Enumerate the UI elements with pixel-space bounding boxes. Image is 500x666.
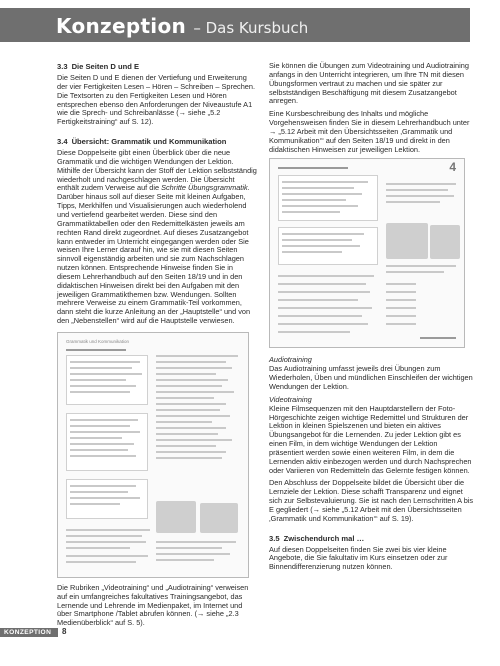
- section-heading-3-5: [269, 534, 474, 543]
- left-column: [57, 62, 257, 632]
- page-title: [56, 14, 308, 38]
- paragraph: Kleine Filmsequenzen mit den Hauptdarstellern der Foto-Hörgeschichte zeigen wichtige Redemittel und Strukturen der Lektion in kleinen Spielszenen und bieten ein aktives Übungsangebot für die Lernenden. Zu jeder Lektion gibt es einen Film, in dem wichtige Wendungen der Lektion präsentiert werden sowie einen weiteren Film, in dem die Lernenden aktiv einbezogen werden und durch Nachsprechen oder Variieren von Redemitteln das Gelernte festigen können.: [269, 403, 472, 475]
- thumbnail-caption: Grammatik und Kommunikation: [66, 338, 130, 344]
- paragraph: Die Seiten D und E dienen der Vertiefung und Erweiterung der vier Fertigkeiten Lesen – Hören – Schreiben – Sprechen. Die Textsorten zu den Fertigkeiten Lesen und Hören entsprechen ebenso den Anforderungen der Niveaustufe A1 wie die Sprech- und Schreibanlässe (→ siehe „5.2 Fertigkeitstraining“ auf S. 12).: [57, 73, 255, 127]
- section-number: 3.5: [269, 533, 280, 543]
- paragraph: Darüber hinaus soll auf dieser Seite mit kleinen Aufgaben, Tipps, Merkhilfen und Visualisierungen auch wiederholend und vertiefend gearbeitet werden. Diese sind den Grammatiktabellen oder den Redemittelkästen jeweils am rechten Rand direkt zugeordnet. Auf dieses Zusatzangebot kann entweder im Unterricht eingegangen werden oder Sie weisen Ihre Lerner darauf hin, wie sie mit diesen Seiten sinnvoll eigenständig arbeiten und sie zum Nachschlagen nutzen können. Entsprechende Hinweise finden Sie in diesem Lehrerhandbuch auf den Seiten 18/19 und in den didaktischen Hinweisen direkt bei den Aufgaben mit den jeweiligen Grammatikthemen bzw. Wendungen. Sollten mehrere Verweise zu einem Grammatik-Teil vorkommen, dann steht die kurze Anleitung an der „Hauptstelle“ und von den „Nebenstellen“ wird auf die Hauptstelle verwiesen.: [57, 192, 251, 326]
- italic-subheading: Videotraining: [269, 394, 312, 404]
- section-title: Übersicht: Grammatik und Kommunikation: [71, 137, 227, 147]
- page-thumbnail-kommunikation: [269, 158, 465, 348]
- section-title: Zwischendurch mal …: [283, 533, 365, 543]
- thumbnail-lesson-number: 4: [449, 160, 456, 175]
- thumbnail-photo: [386, 223, 428, 259]
- section-heading-3-3: [57, 62, 257, 71]
- paragraph: Die Rubriken „Videotraining“ und „Audiotraining“ verweisen auf ein umfangreiches fakultatives Trainingsangebot, das Lernende und Lehrende im Medienpaket, im Internet und über Smartphone /Tablet abrufen können. (→ siehe „2.3 Medienüberblick“ auf S. 5).: [57, 582, 249, 628]
- paragraph: [57, 149, 257, 193]
- text-run: Diese Doppelseite gibt einen Überblick über die neue Grammatik und die wichtigen Wendungen der Lektion. Mithilfe der Übersicht kann der Stoff der Lektion selbstständig wiederholt und nachgeschlagen werden. Die Übersicht enthält zudem Verweise auf die: [57, 148, 257, 193]
- header-title-main: Konzeption: [56, 14, 187, 38]
- italic-text-run: Schritte Übungsgrammatik: [161, 183, 248, 193]
- page-header: [0, 0, 500, 44]
- thumbnail-photo: [156, 501, 196, 533]
- paragraph: Auf diesen Doppelseiten finden Sie zwei bis vier kleine Angebote, die Sie fakultativ im Kurs einsetzen oder zur Binnendifferenzierung nutzen können.: [269, 544, 448, 572]
- section-number: 3.3: [57, 62, 68, 71]
- page-thumbnail-grammatik: [57, 332, 249, 578]
- footer-label: KONZEPTION: [4, 629, 52, 636]
- paragraph: Das Audiotraining umfasst jeweils drei Übungen zum Wiederholen, Üben und mündlichen Einschleifen der wichtigen Wendungen der Lektion.: [269, 364, 473, 391]
- header-subtitle: – Das Kursbuch: [193, 19, 309, 37]
- paragraph: Den Abschluss der Doppelseite bildet die Übersicht über die Lernziele der Lektion. Diese schafft Transparenz und eignet sich zur Selbstevaluierung. Sie ist nach den Lernschritten A bis E gegliedert (→ siehe „5.12 Arbeit mit den Übersichtsseiten ‚Grammatik und Kommunikation‘“ auf S. 19).: [269, 478, 474, 523]
- section-title: Die Seiten D und E: [71, 62, 140, 71]
- thumbnail-photo: [200, 503, 238, 533]
- section-heading-3-4: [57, 137, 257, 146]
- section-number: 3.4: [57, 137, 68, 147]
- italic-subheading: Audiotraining: [269, 355, 312, 365]
- text-run: .: [247, 183, 250, 193]
- page-number: 8: [62, 627, 67, 636]
- thumbnail-photo: [430, 225, 460, 259]
- paragraph: Sie können die Übungen zum Videotraining und Audiotraining anfangs in den Unterricht integrieren, um Ihre TN mit diesen Übungsformen vertraut zu machen und sie später zur selbstständigen Beschäftigung mit diesem Zusatzangebot anregen.: [269, 61, 469, 106]
- paragraph: Eine Kursbeschreibung des Inhalts und mögliche Vorgehensweisen finden Sie in diesem Lehrerhandbuch unter → „5.12 Arbeit mit den Übersichtsseiten ‚Grammatik und Kommunikation‘“ auf den Seiten 18/19 und direkt in den didaktischen Hinweisen zur jeweiligen Lektion.: [269, 109, 470, 154]
- right-column: [269, 62, 474, 576]
